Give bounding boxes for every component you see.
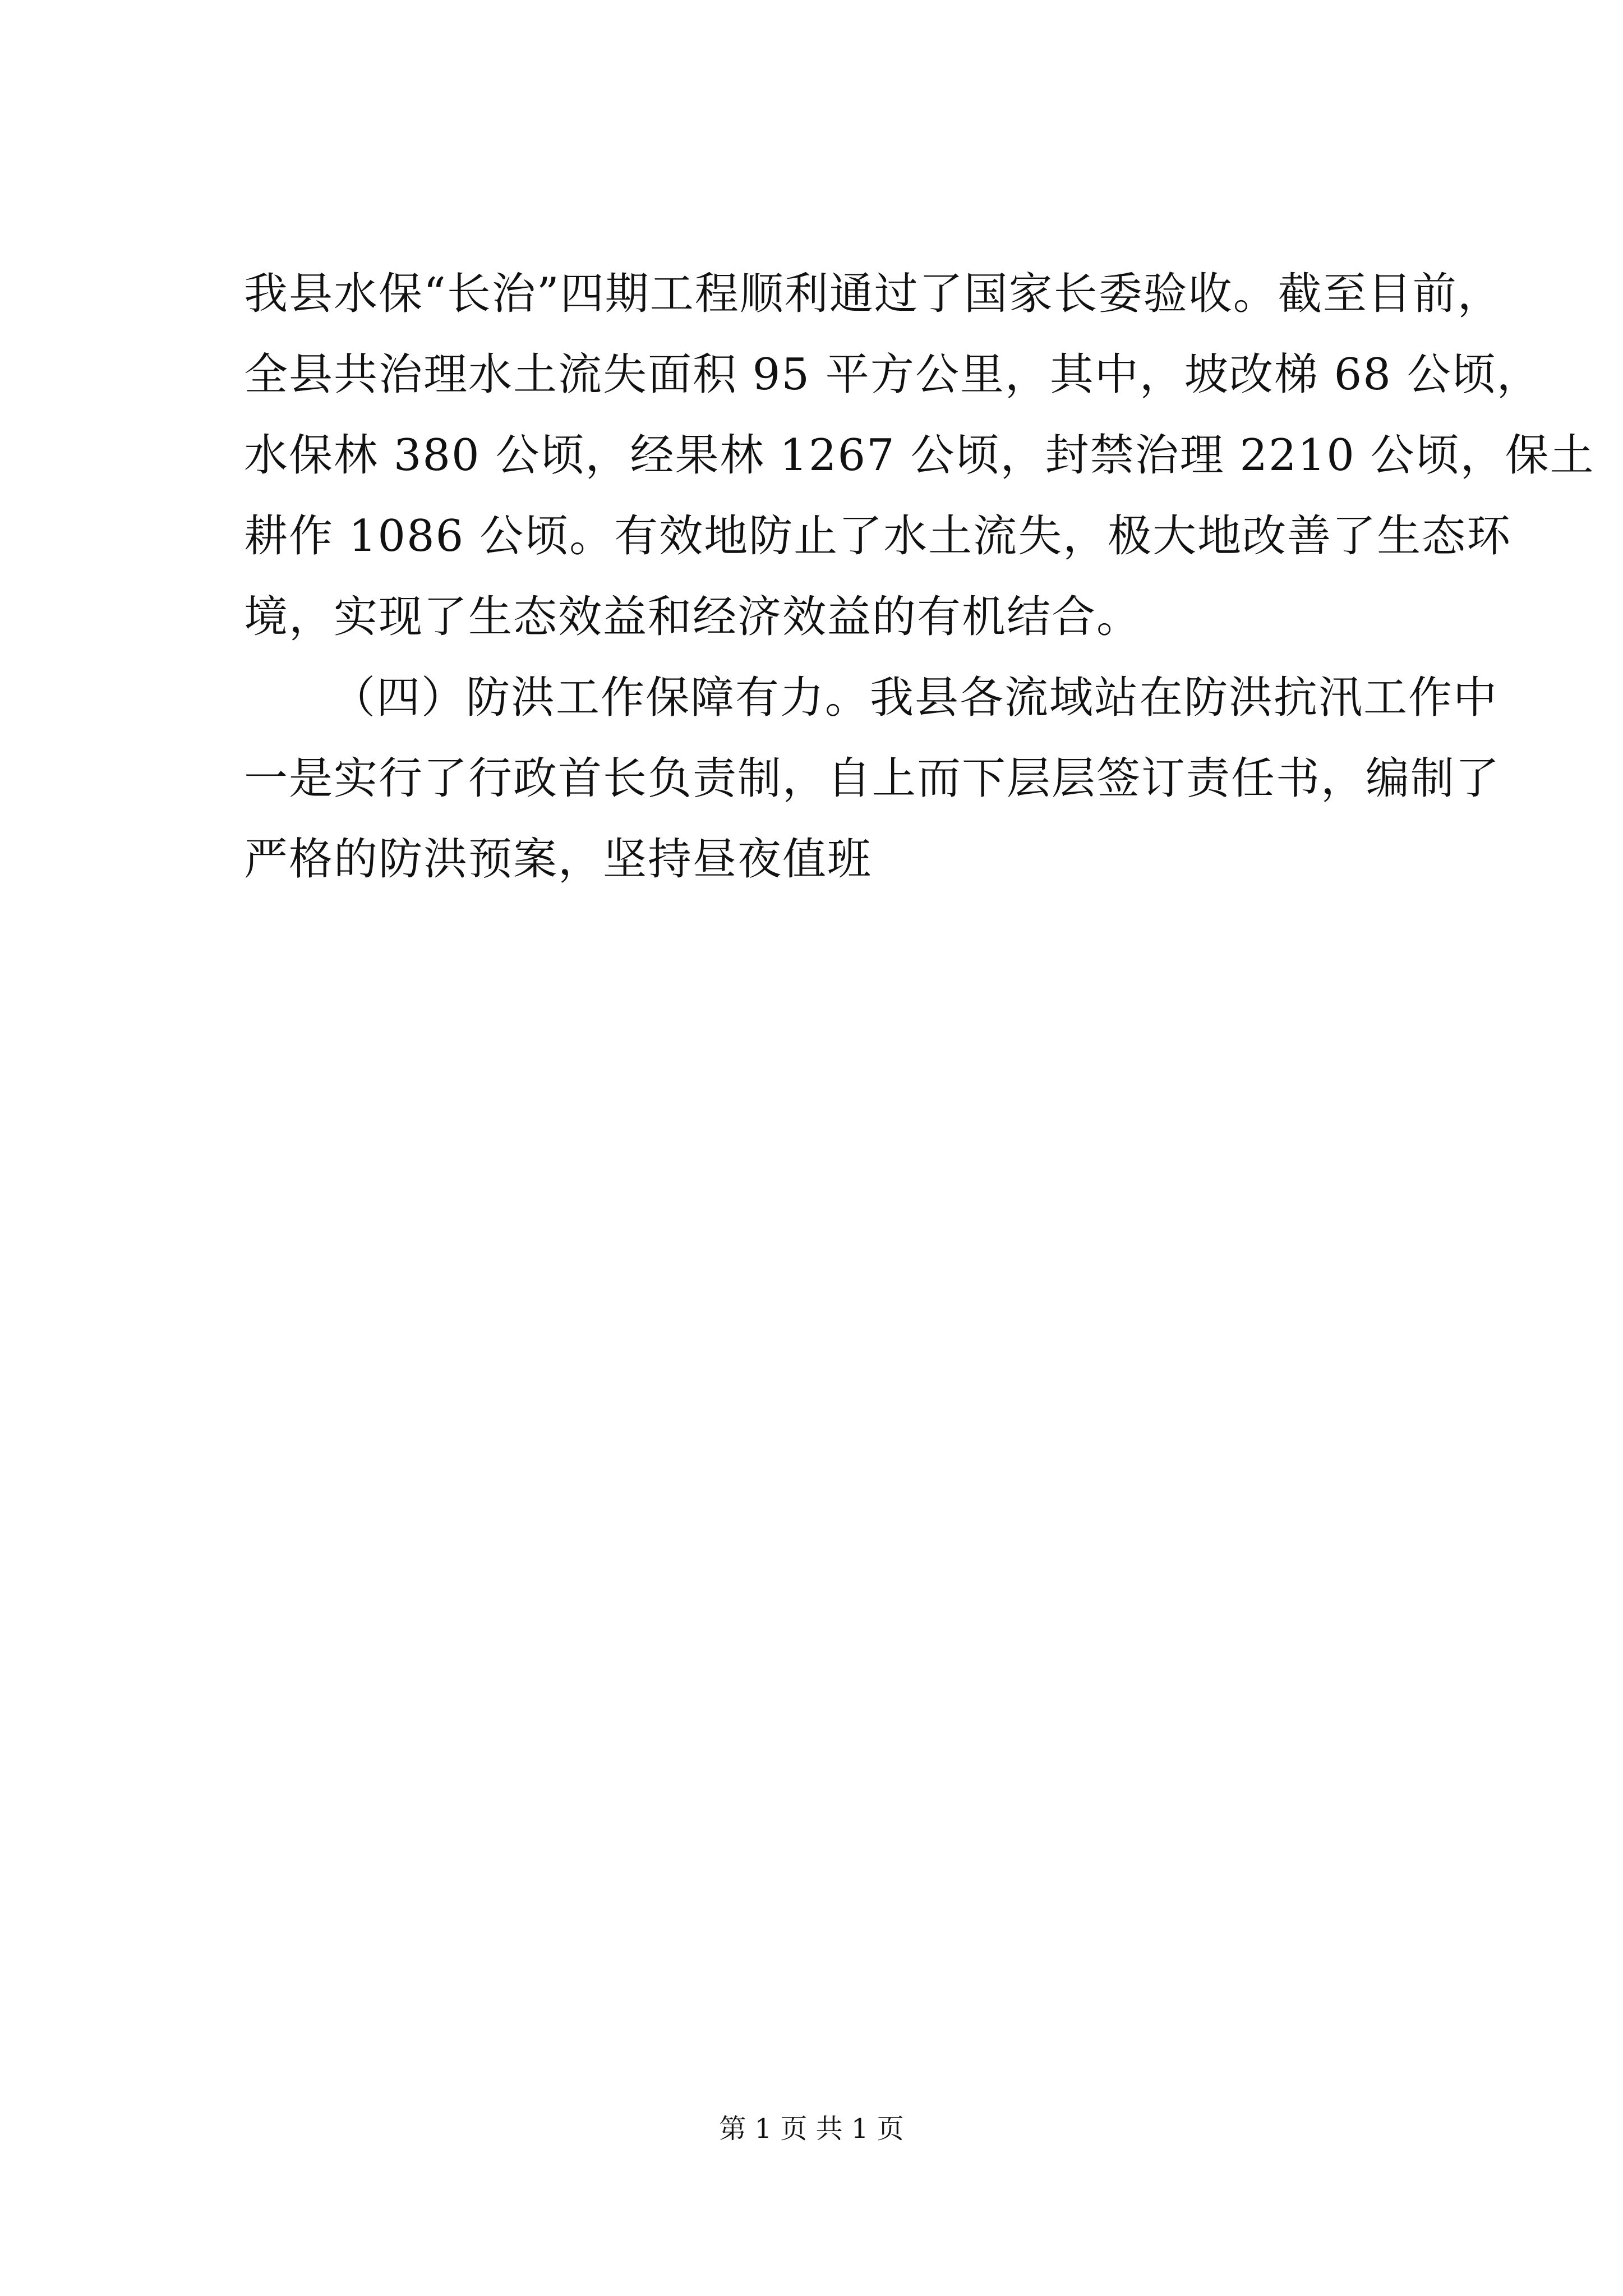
- paragraph-water-conservation: [244, 254, 1595, 657]
- text-line: 境，实现了生态效益和经济效益的有机结合。: [244, 592, 1142, 642]
- text-line: （四）防洪工作保障有力。我县各流域站在防洪抗汛工作中: [331, 673, 1498, 723]
- paragraph-flood-control: [244, 657, 1501, 900]
- text-line: 一是实行了行政首长负责制，自上而下层层签订责任书，编制了: [244, 753, 1501, 804]
- text-line: 水保林 380 公顷，经果林 1267 公顷，封禁治理 2210 公顷，保土: [244, 430, 1595, 481]
- text-line: 我县水保“长治”四期工程顺利通过了国家长委验收。截至目前，: [244, 269, 1502, 319]
- text-line: 耕作 1086 公顷。有效地防止了水土流失，极大地改善了生态环: [244, 511, 1512, 562]
- document-body: [244, 254, 1595, 900]
- text-line: 严格的防洪预案，坚持昼夜值班: [244, 834, 873, 885]
- text-line: 全县共治理水土流失面积 95 平方公里，其中，坡改梯 68 公顷，: [244, 349, 1542, 400]
- page-footer: [0, 2112, 1623, 2146]
- page-number: 第 1 页 共 1 页: [719, 2113, 904, 2145]
